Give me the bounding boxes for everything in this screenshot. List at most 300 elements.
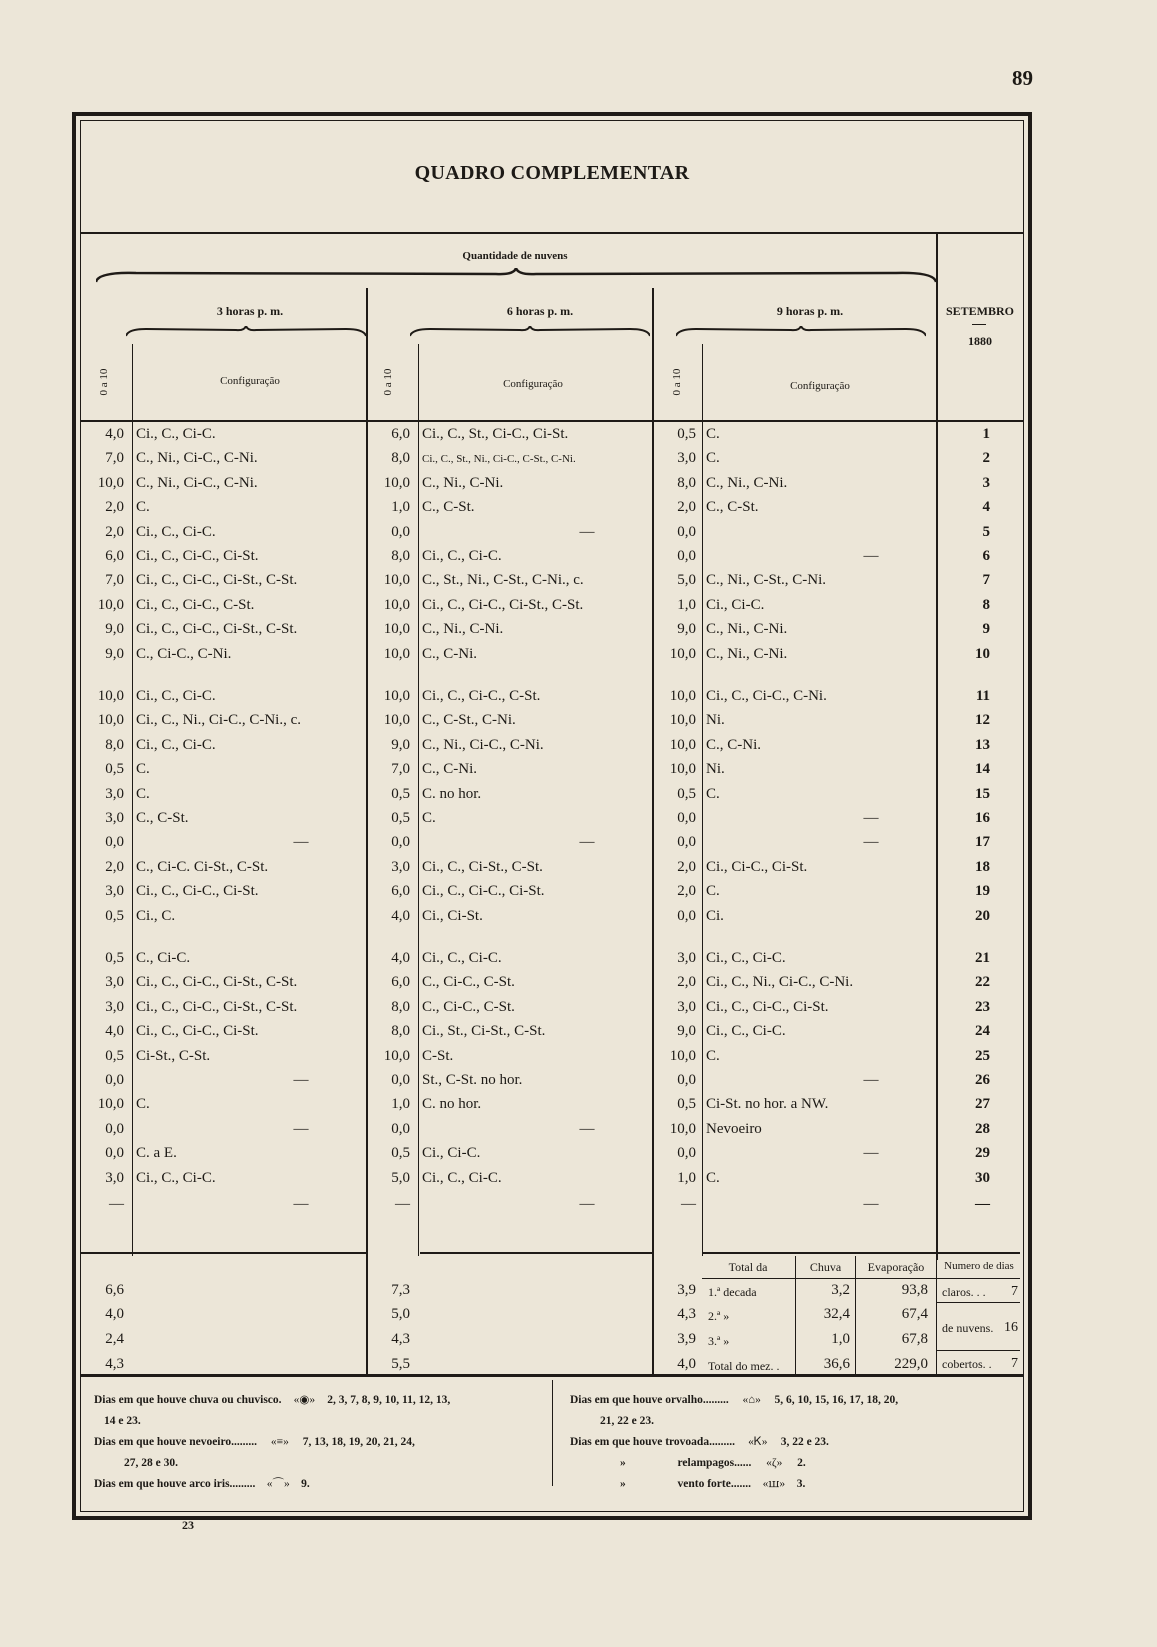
cloud-configuration: — <box>863 810 879 826</box>
month-label: SETEMBRO <box>945 304 1014 318</box>
cloud-configuration: C. a E. <box>136 1145 177 1162</box>
cloud-configuration: Ci., C., St., Ni., Ci-C., C-St., C-Ni. <box>422 453 576 466</box>
cloud-configuration: Ci., C., Ci-C. <box>136 736 216 753</box>
cloud-configuration: C., Ci-C. <box>136 950 191 966</box>
cloud-quantity: 3,0 <box>391 858 410 875</box>
cloud-configuration: Ci., C., Ci-C., C-Ni. <box>706 688 827 704</box>
cloud-quantity: 0,5 <box>105 761 124 778</box>
cloud-quantity: 0,5 <box>105 907 124 924</box>
cloud-configuration: Ci., Ci-C. <box>422 1145 481 1162</box>
cloud-quantity: 4,0 <box>105 1023 124 1040</box>
cloud-quantity: 6,0 <box>391 883 410 900</box>
cloud-quantity: 2,0 <box>677 858 696 875</box>
cloud-quantity: 10,0 <box>97 1096 124 1113</box>
cloud-quantity: 3,0 <box>105 1169 124 1186</box>
table-row <box>0 950 1157 974</box>
cloud-quantity: 3,0 <box>677 998 696 1015</box>
cloud-quantity: 3,0 <box>105 998 124 1015</box>
cloud-configuration: Ci., C., Ci-C. <box>136 523 216 540</box>
table-row <box>0 646 1157 670</box>
printer-signature: 23 <box>182 1518 194 1532</box>
cloud-configuration: C., Ni., C-St., C-Ni. <box>706 572 827 589</box>
note-nevoeiro-cont: 27, 28 e 30. <box>124 1457 178 1469</box>
cloud-configuration: — <box>579 1120 595 1137</box>
table-row <box>0 761 1157 785</box>
cloud-configuration: C., Ni., C-Ni. <box>706 474 788 491</box>
cloud-quantity: 0,0 <box>391 834 410 851</box>
summary-q6: 7,3 <box>391 1282 410 1298</box>
summary-q9: 4,3 <box>677 1306 696 1322</box>
day-number: — <box>975 1196 990 1212</box>
cloud-quantity: 3,0 <box>105 810 124 826</box>
cloud-quantity: 3,0 <box>105 974 124 991</box>
cloud-quantity: 3,0 <box>677 450 696 467</box>
summary-evap: 67,4 <box>901 1306 928 1322</box>
table-row <box>0 597 1157 621</box>
cloud-configuration: C., Ci-C., C-St. <box>422 974 515 991</box>
cloud-quantity: 3,0 <box>105 883 124 900</box>
cloud-configuration: Ci., C., Ci-C., Ci-St., C-St. <box>136 621 298 638</box>
cloud-configuration: Ci., C., Ci-C., Ci-St. <box>706 998 829 1015</box>
summary-q3: 4,0 <box>105 1306 124 1322</box>
cloud-quantity: 0,5 <box>105 1047 124 1064</box>
subheader-rule <box>80 420 1024 422</box>
cloud-configuration: Ci., C., Ci-C., Ci-St., C-St. <box>136 572 298 589</box>
notes-rule <box>80 1374 1024 1377</box>
cloud-quantity: 10,0 <box>669 1120 696 1137</box>
cloud-quantity: 0,0 <box>677 907 696 924</box>
note-trovoada: Dias em que houve trovoada......... «Ꮶ» 3, 22 e 23. <box>570 1436 829 1448</box>
cloud-configuration: Ni. <box>706 761 725 778</box>
cloud-quantity: 10,0 <box>669 712 696 729</box>
cloud-configuration: Ci., C., St., Ci-C., Ci-St. <box>422 426 569 442</box>
cloud-configuration: Ci., C., Ci-C. <box>136 688 216 704</box>
cloud-configuration: C., Ni., Ci-C., C-Ni. <box>136 474 258 491</box>
cloud-configuration: C. no hor. <box>422 785 482 802</box>
cloud-configuration: C. <box>136 761 150 778</box>
page-number: 89 <box>1012 66 1033 90</box>
day-number: 28 <box>975 1120 990 1137</box>
cloud-configuration: C., Ci-C. Ci-St., C-St. <box>136 858 269 875</box>
note-orvalho-cont: 21, 22 e 23. <box>600 1415 654 1427</box>
cloud-quantity: 1,0 <box>391 499 410 516</box>
cloud-quantity: 3,0 <box>105 785 124 802</box>
cloud-quantity: 9,0 <box>105 621 124 638</box>
summary-evap: 67,8 <box>901 1331 928 1347</box>
summary-evap: 93,8 <box>901 1282 928 1298</box>
day-number: 7 <box>982 572 990 589</box>
summary-header-chuva: Chuva <box>809 1260 842 1274</box>
cloud-configuration: C-St. <box>422 1047 454 1064</box>
table-row <box>0 548 1157 572</box>
cloud-quantity: 2,0 <box>677 974 696 991</box>
cloud-configuration: Ci., C., Ci-C. <box>422 548 502 564</box>
cloud-configuration: Nevoeiro <box>706 1120 762 1137</box>
supertitle: Quantidade de nuvens <box>462 250 568 262</box>
cloud-quantity: 10,0 <box>383 596 410 613</box>
summary-label: Total do mez. . <box>708 1359 780 1373</box>
table-row <box>0 1023 1157 1047</box>
cloud-quantity: 10,0 <box>97 688 124 704</box>
cloud-quantity: 0,5 <box>391 785 410 802</box>
year-label: 1880 <box>968 334 992 348</box>
cloud-configuration: Ci. <box>706 907 724 924</box>
table-row <box>0 999 1157 1023</box>
table-row <box>0 786 1157 810</box>
notes-right <box>570 1390 1020 1495</box>
cloud-configuration: C., Ni., Ci-C., C-Ni. <box>422 736 544 753</box>
summary-rule <box>702 1252 1020 1254</box>
cloud-configuration: — <box>863 1072 879 1088</box>
cloud-configuration: C., C-Ni. <box>422 761 478 778</box>
day-number: 5 <box>982 523 990 540</box>
cloud-quantity: 4,0 <box>105 426 124 442</box>
cloud-quantity: 0,0 <box>677 1145 696 1162</box>
table-row <box>0 450 1157 474</box>
cloud-configuration: Ci., C., Ci-C. <box>422 1169 502 1186</box>
cloud-configuration: C., Ni., C-Ni. <box>422 621 504 638</box>
notes-left <box>94 1390 544 1495</box>
scale-header-9pm: 0 a 10 <box>671 368 683 396</box>
cloud-quantity: 10,0 <box>669 645 696 662</box>
page-title: QUADRO COMPLEMENTAR <box>414 162 690 184</box>
summary-q9: 3,9 <box>677 1331 696 1347</box>
table-row <box>0 1096 1157 1120</box>
cloud-configuration: Ci., C., Ci-C., Ci-St., C-St. <box>422 596 584 613</box>
cloud-configuration: C., C-St., C-Ni. <box>422 712 516 729</box>
cloud-quantity: 0,0 <box>677 1072 696 1088</box>
day-number: 13 <box>975 736 990 753</box>
brace-6pm <box>410 326 650 338</box>
summary-rule <box>420 1252 652 1254</box>
table-row <box>0 1072 1157 1096</box>
cloud-configuration: Ci., C., Ci-C., Ci-St. <box>136 548 259 564</box>
table-row <box>0 974 1157 998</box>
scale-header-3pm: 0 a 10 <box>98 368 110 396</box>
day-number: 22 <box>975 974 990 991</box>
brace-decoration <box>96 268 936 284</box>
note-orvalho: Dias em que houve orvalho......... «⌂» 5, 6, 10, 15, 16, 17, 18, 20, <box>570 1394 899 1406</box>
period-9pm: 9 horas p. m. <box>776 304 844 318</box>
cloud-configuration: St., C-St. no hor. <box>422 1072 523 1088</box>
cloud-quantity: 2,0 <box>105 499 124 516</box>
cloud-configuration: — <box>293 834 309 851</box>
cloud-quantity: 0,0 <box>391 523 410 540</box>
note-chuva-cont: 14 e 23. <box>104 1415 141 1427</box>
cloud-configuration: C., Ni., C-Ni. <box>422 474 504 491</box>
note-nevoeiro: Dias em que houve nevoeiro......... «≡» 7, 13, 18, 19, 20, 21, 24, <box>94 1436 415 1448</box>
cloud-quantity: 9,0 <box>677 621 696 638</box>
cloud-quantity: 0,0 <box>391 1072 410 1088</box>
cloud-quantity: 5,0 <box>391 1169 410 1186</box>
table-row <box>0 524 1157 548</box>
summary-q6: 5,5 <box>391 1356 410 1372</box>
cloud-configuration: Ci., C., Ni., Ci-C., C-Ni. <box>706 974 854 991</box>
note-chuva: Dias em que houve chuva ou chuvisco. «◉» 2, 3, 7, 8, 9, 10, 11, 12, 13, <box>94 1394 451 1406</box>
cloud-quantity: 0,0 <box>105 834 124 851</box>
summary-evap: 229,0 <box>894 1356 928 1372</box>
cloud-configuration: C., C-St. <box>706 499 759 516</box>
cloud-configuration: C. <box>706 450 720 467</box>
summary-q9: 3,9 <box>677 1282 696 1298</box>
cloud-configuration: C., Ni., Ci-C., C-Ni. <box>136 450 258 467</box>
table-row <box>0 1170 1157 1194</box>
days-claros-label: claros. . . <box>942 1285 986 1299</box>
day-number: 19 <box>975 883 990 900</box>
day-number: 18 <box>975 858 990 875</box>
summary-header-evaporacao: Evaporação <box>867 1260 925 1274</box>
cloud-quantity: 8,0 <box>677 474 696 491</box>
day-number: 11 <box>975 688 990 704</box>
cloud-configuration: Ci., C., Ci-C. <box>706 950 786 966</box>
scale-header-6pm: 0 a 10 <box>382 368 394 396</box>
cloud-configuration: C., Ni., C-Ni. <box>706 621 788 638</box>
day-number: 9 <box>982 621 990 638</box>
cloud-quantity: 10,0 <box>383 1047 410 1064</box>
cloud-quantity: 10,0 <box>97 596 124 613</box>
summary-q3: 4,3 <box>105 1356 124 1372</box>
cloud-configuration: C., C-Ni. <box>422 645 478 662</box>
cloud-quantity: 0,0 <box>105 1145 124 1162</box>
cloud-configuration: C. <box>422 810 436 826</box>
cloud-configuration: Ci., C., Ci-C. <box>136 1169 216 1186</box>
summary-header-total: Total da <box>728 1260 768 1274</box>
cloud-configuration: C., C-Ni. <box>706 736 762 753</box>
day-number: 3 <box>982 474 990 491</box>
summary-q6: 5,0 <box>391 1306 410 1322</box>
cloud-quantity: 10,0 <box>383 621 410 638</box>
cloud-configuration: — <box>579 1196 595 1212</box>
month-dash <box>972 324 986 325</box>
config-header-3pm: Configuração <box>220 375 280 387</box>
table-row <box>0 475 1157 499</box>
cloud-quantity: 10,0 <box>669 761 696 778</box>
cloud-quantity: 0,0 <box>677 810 696 826</box>
day-number: 8 <box>982 596 990 613</box>
summary-chuva: 36,6 <box>823 1356 850 1372</box>
cloud-quantity: — <box>109 1196 124 1212</box>
brace-3pm <box>126 326 366 338</box>
day-number: 21 <box>975 950 990 966</box>
cloud-quantity: 3,0 <box>677 950 696 966</box>
table-row <box>0 859 1157 883</box>
cloud-configuration: C. <box>136 1096 150 1113</box>
cloud-quantity: 10,0 <box>383 688 410 704</box>
cloud-configuration: C., Ni., C-Ni. <box>706 645 788 662</box>
summary-chuva: 1,0 <box>831 1331 850 1347</box>
brace-9pm <box>676 326 926 338</box>
cloud-quantity: 9,0 <box>391 736 410 753</box>
config-header-6pm: Configuração <box>503 378 563 390</box>
cloud-configuration: Ci., C., Ci-C., Ci-St., C-St. <box>136 998 298 1015</box>
cloud-quantity: 0,0 <box>677 834 696 851</box>
summary-chuva: 32,4 <box>823 1306 850 1322</box>
table-row <box>0 834 1157 858</box>
cloud-configuration: Ci., C., Ci-C. <box>706 1023 786 1040</box>
day-number: 2 <box>982 450 990 467</box>
day-number: 16 <box>975 810 990 826</box>
cloud-quantity: 1,0 <box>391 1096 410 1113</box>
cloud-configuration: C. no hor. <box>422 1096 482 1113</box>
summary-chuva: 3,2 <box>831 1282 850 1298</box>
cloud-configuration: C. <box>706 426 720 442</box>
table-row <box>0 908 1157 932</box>
day-number: 14 <box>975 761 990 778</box>
cloud-quantity: 9,0 <box>105 645 124 662</box>
day-number: 20 <box>975 907 990 924</box>
table-row <box>0 688 1157 712</box>
table-row <box>0 1196 1157 1220</box>
cloud-configuration: Ci., C., Ci-C., C-St. <box>422 688 541 704</box>
cloud-configuration: — <box>863 834 879 851</box>
cloud-quantity: 1,0 <box>677 1169 696 1186</box>
cloud-configuration: Ci., Ci-St. <box>422 907 483 924</box>
config-header-9pm: Configuração <box>790 380 850 392</box>
cloud-quantity: 0,5 <box>105 950 124 966</box>
summary-header-numero-dias: Numero de dias <box>944 1260 1014 1272</box>
cloud-configuration: Ci., C., Ci-C., C-St. <box>136 596 255 613</box>
cloud-quantity: 6,0 <box>105 548 124 564</box>
day-number: 23 <box>975 998 990 1015</box>
cloud-quantity: 0,0 <box>677 523 696 540</box>
cloud-configuration: — <box>579 523 595 540</box>
cloud-quantity: 6,0 <box>391 426 410 442</box>
summary-label: 2.ª » <box>708 1309 730 1323</box>
cloud-configuration: Ci., C., Ci-C. <box>422 950 502 966</box>
cloud-configuration: Ci., C., Ci-C., Ci-St. <box>136 1023 259 1040</box>
cloud-configuration: Ni. <box>706 712 725 729</box>
cloud-quantity: 8,0 <box>105 736 124 753</box>
cloud-quantity: 10,0 <box>669 736 696 753</box>
days-nuvens-label: de nuvens. <box>942 1321 994 1335</box>
table-row <box>0 572 1157 596</box>
cloud-quantity: 4,0 <box>391 950 410 966</box>
day-number: 12 <box>975 712 990 729</box>
day-number: 10 <box>975 645 990 662</box>
cloud-quantity: 0,5 <box>677 785 696 802</box>
cloud-configuration: C. <box>136 785 150 802</box>
cloud-quantity: 8,0 <box>391 548 410 564</box>
cloud-quantity: 0,0 <box>105 1072 124 1088</box>
cloud-quantity: — <box>681 1196 696 1212</box>
cloud-quantity: 0,5 <box>677 1096 696 1113</box>
cloud-quantity: 7,0 <box>105 450 124 467</box>
cloud-quantity: 8,0 <box>391 450 410 467</box>
header-rule <box>80 232 1024 234</box>
cloud-configuration: Ci., St., Ci-St., C-St. <box>422 1023 546 1040</box>
cloud-quantity: 2,0 <box>105 858 124 875</box>
cloud-configuration: C. <box>706 883 720 900</box>
cloud-quantity: 4,0 <box>391 907 410 924</box>
cloud-configuration: C., C-St. <box>136 810 189 826</box>
day-number: 4 <box>982 499 990 516</box>
notes-divider <box>552 1380 553 1486</box>
day-number: 26 <box>975 1072 990 1088</box>
period-6pm: 6 horas p. m. <box>506 304 574 318</box>
summary-q6: 4,3 <box>391 1331 410 1347</box>
cloud-quantity: 10,0 <box>669 688 696 704</box>
table-row <box>0 621 1157 645</box>
cloud-configuration: — <box>579 834 595 851</box>
table-row <box>0 426 1157 450</box>
day-number: 29 <box>975 1145 990 1162</box>
cloud-quantity: 0,5 <box>391 810 410 826</box>
days-nuvens-value: 16 <box>1004 1320 1018 1335</box>
days-claros-value: 7 <box>1011 1284 1018 1299</box>
table-row <box>0 712 1157 736</box>
cloud-configuration: — <box>293 1072 309 1088</box>
cloud-configuration: Ci-St. no hor. a NW. <box>706 1096 829 1113</box>
cloud-configuration: — <box>863 1196 879 1212</box>
cloud-configuration: Ci-St., C-St. <box>136 1047 211 1064</box>
day-number: 6 <box>982 548 990 564</box>
summary-rule <box>80 1252 368 1254</box>
cloud-quantity: 10,0 <box>669 1047 696 1064</box>
cloud-configuration: Ci., C., Ci-C. <box>136 426 216 442</box>
cloud-configuration: Ci., C., Ci-C., Ci-St. <box>422 883 545 900</box>
period-3pm: 3 horas p. m. <box>216 304 284 318</box>
note-arco-iris: Dias em que houve arco iris......... «⌒» 9. <box>94 1478 310 1490</box>
cloud-quantity: 6,0 <box>391 974 410 991</box>
cloud-quantity: 0,5 <box>677 426 696 442</box>
cloud-configuration: Ci., C., Ci-St., C-St. <box>422 858 543 875</box>
day-number: 30 <box>975 1169 990 1186</box>
cloud-configuration: C. <box>706 1169 720 1186</box>
note-vento-forte: » vento forte....... «ꟺ» 3. <box>620 1478 806 1490</box>
table-row <box>0 737 1157 761</box>
cloud-quantity: 2,0 <box>677 499 696 516</box>
cloud-configuration: C. <box>706 785 720 802</box>
day-number: 25 <box>975 1047 990 1064</box>
cloud-quantity: 1,0 <box>677 596 696 613</box>
cloud-quantity: 0,0 <box>391 1120 410 1137</box>
cloud-quantity: 0,5 <box>391 1145 410 1162</box>
cloud-quantity: 10,0 <box>383 712 410 729</box>
days-cobertos-label: cobertos. . <box>942 1357 992 1371</box>
cloud-quantity: — <box>395 1196 410 1212</box>
table-row <box>0 883 1157 907</box>
cloud-quantity: 0,0 <box>105 1120 124 1137</box>
day-number: 27 <box>975 1096 990 1113</box>
cloud-quantity: 7,0 <box>105 572 124 589</box>
day-number: 24 <box>975 1023 990 1040</box>
day-number: 1 <box>982 426 990 442</box>
cloud-configuration: — <box>293 1120 309 1137</box>
cloud-quantity: 10,0 <box>97 474 124 491</box>
summary-q9: 4,0 <box>677 1356 696 1372</box>
cloud-quantity: 10,0 <box>383 474 410 491</box>
cloud-quantity: 2,0 <box>105 523 124 540</box>
table-row <box>0 1048 1157 1072</box>
cloud-configuration: Ci., Ci-C. <box>706 596 765 613</box>
day-number: 17 <box>975 834 990 851</box>
cloud-configuration: Ci., C., Ni., Ci-C., C-Ni., c. <box>136 712 302 729</box>
cloud-quantity: 5,0 <box>677 572 696 589</box>
cloud-configuration: C., C-St. <box>422 499 475 516</box>
days-cobertos-value: 7 <box>1011 1356 1018 1371</box>
cloud-quantity: 9,0 <box>677 1023 696 1040</box>
cloud-configuration: C. <box>136 499 150 516</box>
table-row <box>0 810 1157 834</box>
cloud-configuration: — <box>863 548 879 564</box>
summary-head-rule <box>702 1278 1020 1279</box>
table-row <box>0 499 1157 523</box>
cloud-configuration: Ci., C. <box>136 907 176 924</box>
cloud-configuration: Ci., Ci-C., Ci-St. <box>706 858 808 875</box>
cloud-quantity: 2,0 <box>677 883 696 900</box>
cloud-quantity: 8,0 <box>391 1023 410 1040</box>
note-relampagos: » relampagos...... «ζ» 2. <box>620 1457 806 1469</box>
